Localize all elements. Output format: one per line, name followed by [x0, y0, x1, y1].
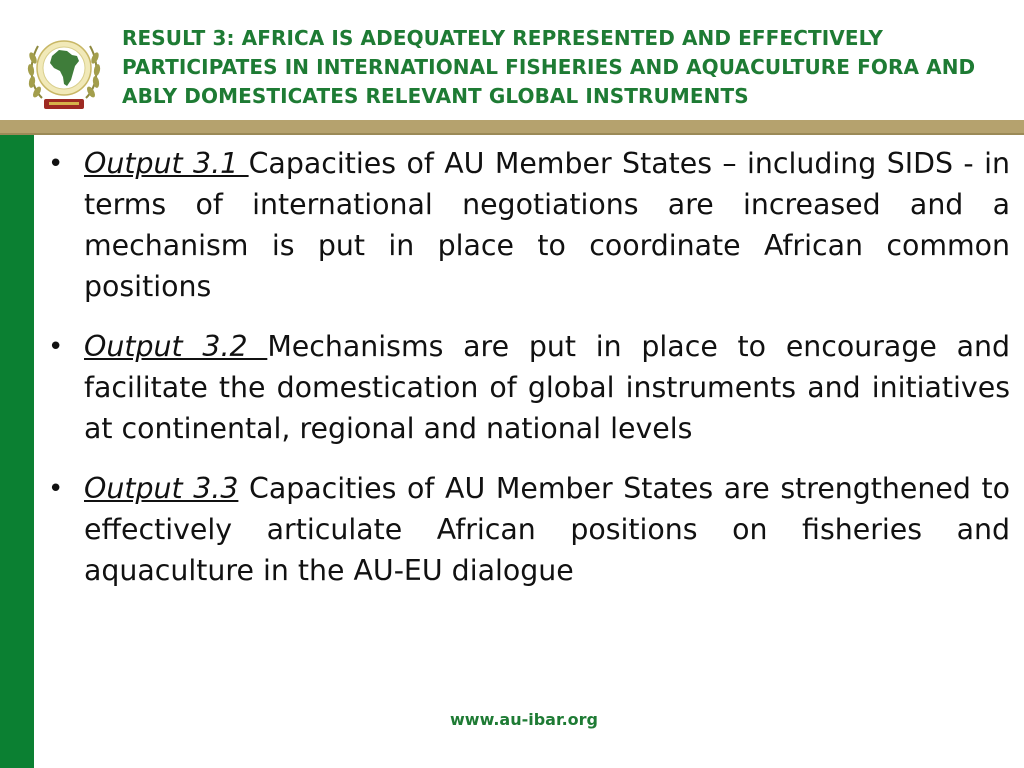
output-label: Output 3.2 [84, 330, 268, 363]
output-label: Output 3.3 [84, 472, 239, 505]
output-item-3-1 [40, 143, 1010, 307]
output-text: Capacities of AU Member States – including SIDS - in terms of international negotiations are increased and a mechanism is put in place to coordinate African common positions [84, 147, 1010, 303]
bullet-icon: • [48, 149, 64, 179]
bullet-icon: • [48, 332, 64, 362]
slide-title: RESULT 3: AFRICA IS ADEQUATELY REPRESENTED AND EFFECTIVELY PARTICIPATES IN INTERNATIONAL FISHERIES AND AQUACULTURE FORA AND ABLY DOMESTICATES RELEVANT GLOBAL INSTRUMENTS [122, 26, 976, 108]
output-item-3-3 [40, 468, 1010, 591]
output-text: Mechanisms are put in place to encourage and facilitate the domestication of global instruments and initiatives at continental, regional and national levels [84, 330, 1010, 445]
header-divider-shadow [0, 133, 1024, 135]
bullet-icon: • [48, 474, 64, 504]
footer-website-link[interactable]: www.au-ibar.org [450, 710, 598, 729]
au-ibar-emblem-icon [22, 28, 106, 114]
left-accent-bar [0, 135, 34, 768]
output-item-3-2 [40, 326, 1010, 449]
output-label: Output 3.1 [84, 147, 249, 180]
output-text: Capacities of AU Member States are strengthened to effectively articulate African positions on fisheries and aquaculture in the AU-EU dialogue [84, 472, 1010, 587]
au-ibar-logo [22, 28, 106, 114]
outputs-list [40, 143, 1010, 610]
